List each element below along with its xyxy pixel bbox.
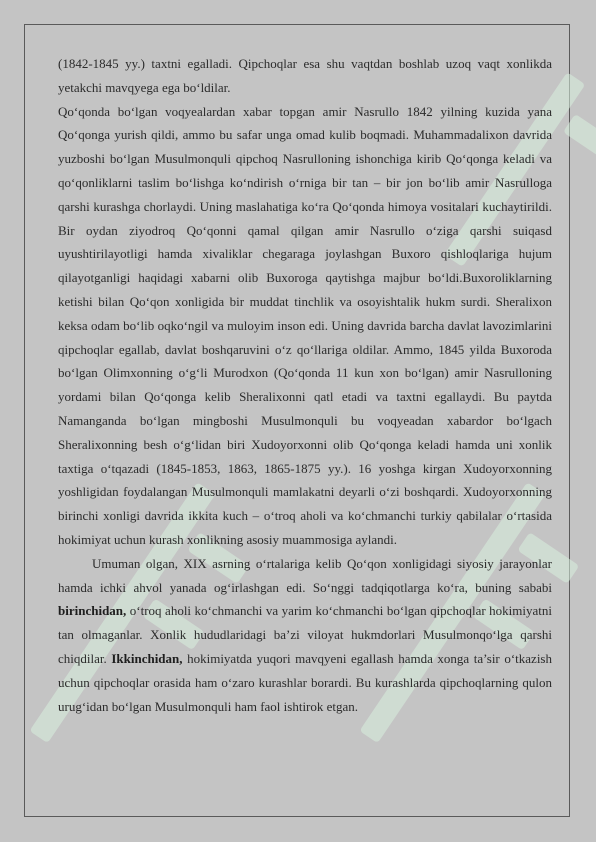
paragraph-3-text-1: Umuman olgan, XIX asrning o‘rtalariga kelib Qo‘qon xonligidagi siyosiy jarayonlar hamda ichki ahvol yanada og‘irlashgan edi. So‘nggi tadqiqotlarga ko‘ra, buning sababi [58, 555, 552, 595]
emphasis-birinchidan: birinchidan, [58, 603, 127, 619]
paragraph-2-text: Qo‘qonda bo‘lgan voqyealardan xabar topgan amir Nasrullo 1842 yilning kuzida yana Qo‘qonga yurish qildi, ammo bu safar unga omad kulib boqmadi. Muhammadalixon davrida yuzboshi bo‘lgan Musulmonquli qipchoq Nasrulloning ishonchiga kirib Qo‘qonga keladi va qo‘qonliklarni taslim bo‘lishga ko‘ndirish o‘rniga bir tan – bir jon bo‘lib amir Nasrulloga qarshi kurashga chorlaydi. Uning maslahatiga ko‘ra Qo‘qonda himoya vositalari kuchaytirildi. Bir oydan ziyodroq Qo‘qonni qamal qilgan amir Nasrullo o‘ziga qarshi suiqasd uyushtirilayotligi hamda xivaliklar chegaraga joylashgan Buxoro qishloqlariga hujum qilayotganligi haqidagi xabarni olib Buxoroga qaytishga majbur bo‘ldi.Buxoroliklarning ketishi bilan Qo‘qon xonligida bir muddat tinchlik va osoyishtalik hukm surdi. Sheralixon keksa odam bo‘lib oqko‘ngil va muloyim inson edi. Uning davrida barcha davlat lavozimlarini qipchoqlar egallab, davlat boshqaruvini o‘z qo‘llariga oldilar. Ammo, 1845 yilda Buxoroda bo‘lgan Olimxonning o‘g‘li Murodxon (Qo‘qonda 11 kun xon bo‘lgan) amir Nasrulloning yordami bilan Qo‘qonga kelib Sheralixonni qatl etadi va taxtni egallaydi. Bu paytda Namanganda bo‘lgan mingboshi Musulmonquli bu voqyeadan xabardor bo‘lgach Sheralixonning besh o‘g‘lidan biri Xudoyorxonni olib Qo‘qonga keladi hamda uni xonlik taxtiga o‘tqazadi (1845-1853, 1863, 1865-1875 yy.). 16 yoshga kirgan Xudoyorxonning yoshligidan foydalangan Musulmonquli mamlakatni deyarli o‘zi boshqardi. Xudoyorxonning birinchi xonligi davrida ikkita kuch – o‘troq aholi va ko‘chmanchi turkiy qabilalar o‘rtasida hokimiyat uchun kurash xonlikning asosiy muammosiga aylandi. [58, 103, 552, 547]
emphasis-ikkinchidan: Ikkinchidan, [111, 650, 183, 666]
document-body [58, 52, 552, 718]
paragraph-3 [58, 552, 552, 719]
paragraph-3-text-3: hokimiyatda yuqori mavqyeni egallash hamda xonga ta’sir o‘tkazish uchun qipchoqlar orasida ham o‘zaro kurashlar borardi. Bu kurashlarda qipchoqlarning qulon urug‘idan bo‘lgan Musulmonquli ham faol ishtirok etgan. [58, 650, 552, 714]
paragraph-2 [58, 100, 552, 552]
paragraph-1 [58, 52, 552, 100]
paragraph-3-text-2: o‘troq aholi ko‘chmanchi va yarim ko‘chmanchi bo‘lgan qipchoqlar hokimiyatni tan olmaganlar. Xonlik hududlaridagi ba’zi viloyat hukmdorlari Musulmonqo‘lga qarshi chiqdilar. [58, 603, 552, 666]
paragraph-1-text: (1842-1845 yy.) taxtni egalladi. Qipchoqlar esa shu vaqtdan boshlab uzoq vaqt xonlikda yetakchi mavqyega ega bo‘ldilar. [58, 56, 552, 95]
